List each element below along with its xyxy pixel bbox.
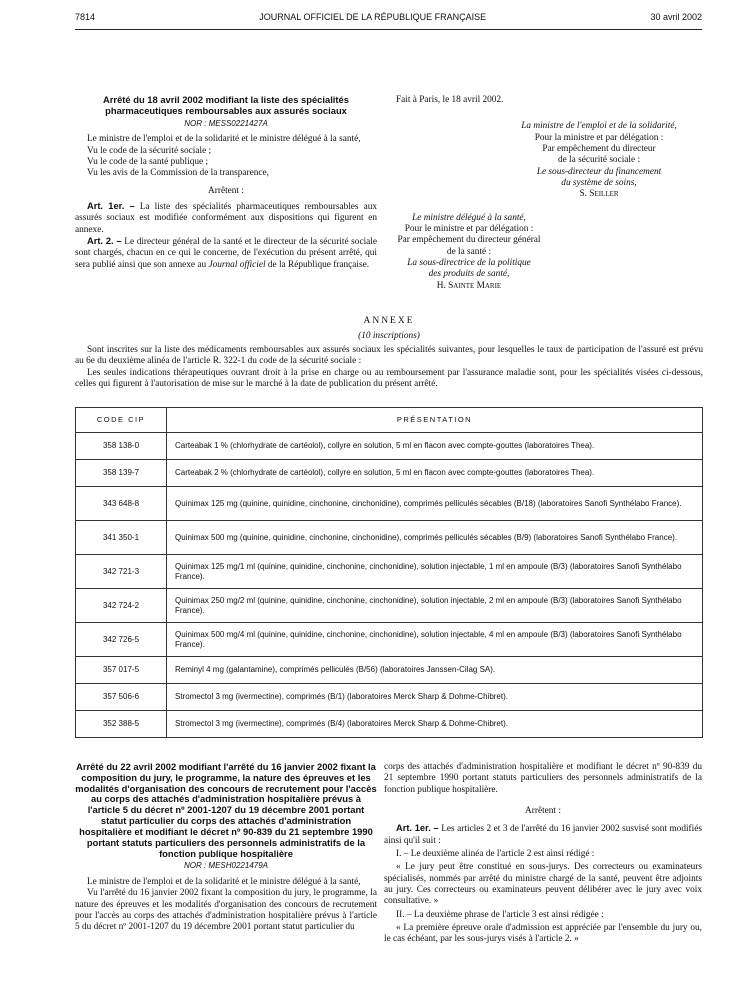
signatory-2: H. Sainte Marie — [436, 280, 502, 291]
arrete2-art1-label: Art. 1er. – — [396, 823, 439, 834]
header-presentation: PRÉSENTATION — [167, 408, 703, 433]
table-row: 343 648-8 Quinimax 125 mg (quinine, quinidine, cinchonine, cinchonidine), comprimés pelliculés sécables (B/18) (laboratoires Sanofi Synthélabo France). — [76, 487, 703, 521]
signatory-1: S. Seiller — [579, 189, 619, 200]
arrete2-point-ii-quote: « La première épreuve orale d'admission est appréciée par l'ensemble du jury ou, le cas échéant, par les sous-jurys visés à l'article 2. » — [384, 922, 702, 945]
signature-block-2: Le ministre délégué à la santé, Pour le ministre et par délégation : Par empêchement du directeur général de la santé : La sous-directrice de la politique des produits de santé, H. Sainte Marie — [397, 212, 541, 291]
arrete1-vu3: Vu les avis de la Commission de la transparence, — [87, 168, 269, 179]
arrete1-vu1: Vu le code de la sécurité sociale ; — [87, 145, 212, 156]
arrete1-left-column — [75, 95, 377, 271]
page-header — [75, 12, 702, 23]
journal-title: JOURNAL OFFICIEL DE LA RÉPUBLIQUE FRANÇAISE — [259, 12, 487, 22]
arrete1-nor: NOR : MESS0221427A — [184, 118, 268, 128]
arrete2-point-i-quote: « Le jury peut être constitué en sous-jurys. Des correcteurs ou examinateurs spécialisés, nommés par arrêté du ministre chargé de la santé, peuvent être adjoints au jury. Ces correcteurs ou examinateurs peuvent délibérer avec le jury avec voix consultative. » — [384, 862, 702, 907]
arrete2-vu: Vu l'arrêté du 16 janvier 2002 fixant la composition du jury, le programme, la nature des épreuves et les modalités d'organisation des concours de recrutement pour l'accès au corps des attachés d'administration hospitalière prévus à l'article 5 du décret nº 2001-1207 du 19 décembre 2001 portant statut particulier du — [75, 888, 377, 933]
arrete1-vu2: Vu le code de la santé publique ; — [87, 157, 209, 168]
art1-label: Art. 1er. – — [87, 201, 135, 212]
arrete1-arretent: Arrêtent : — [208, 185, 244, 196]
table-row: 341 350-1 Quinimax 500 mg (quinine, quinidine, cinchonine, cinchonidine), comprimés pelliculés sécables (B/9) (laboratoires Sanofi Synthélabo France). — [76, 521, 703, 555]
annexe-section — [75, 316, 703, 390]
table-row: 342 724-2 Quinimax 250 mg/2 ml (quinine, quinidine, cinchonine, cinchonidine), solution injectable, 2 ml en ampoule (B/3) (laboratoires Sanofi Synthélabo France). — [76, 589, 703, 623]
header-date: 30 avril 2002 — [650, 12, 702, 22]
table-row: 357 017-5 Reminyl 4 mg (galantamine), comprimés pelliculés (B/56) (laboratoires Janssen-Cilag SA). — [76, 657, 703, 684]
arrete2-title: Arrêté du 22 avril 2002 modifiant l'arrêté du 16 janvier 2002 fixant la composition du jury, le programme, la nature des épreuves et les modalités d'organisation des concours de recrutement pour l'accès au corps des attachés d'administration hospitalière prévus à l'article 5 du décret nº 2001-1207 du 19 décembre 2001 portant statut particulier du corps des attachés d'administration hospitalière et modifiant le décret nº 90-839 du 21 septembre 1990 portant statuts particuliers des personnels administratifs de la fonction publique hospitalière — [75, 761, 377, 859]
arrete2-right-column — [384, 762, 702, 946]
table-row: 357 506-6 Stromectol 3 mg (ivermectine), comprimés (B/1) (laboratoires Merck Sharp & Dohme-Chibret). — [76, 684, 703, 711]
arrete1-article1: Art. 1er. – La liste des spécialités pharmaceutiques remboursables aux assurés sociaux est modifiée conformément aux dispositions qui figurent en annexe. — [75, 201, 377, 235]
annexe-title: ANNEXE — [363, 316, 415, 326]
arrete2-intro: Le ministre de l'emploi et de la solidarité et le ministre délégué à la santé, — [87, 877, 361, 888]
table-row: 358 139-7 Carteabak 2 % (chlorhydrate de cartéolol), collyre en solution, 5 ml en flacon avec compte-gouttes (laboratoires Thea). — [76, 460, 703, 487]
signature-block-1: La ministre de l'emploi et de la solidarité, Pour la ministre et par délégation : Par empêchement du directeur de la sécurité sociale : Le sous-directeur du financement du système de soins, S. Seiller — [496, 121, 702, 200]
art2-label: Art. 2. – — [87, 236, 122, 246]
arrete1-right-column — [396, 95, 702, 292]
arrete2-point-ii: II. – La deuxième phrase de l'article 3 est ainsi rédigée : — [396, 909, 604, 920]
annexe-count: (10 inscriptions) — [358, 330, 420, 341]
annexe-para2: Les seules indications thérapeutiques ouvrant droit à la prise en charge ou au remboursement par l'assurance maladie sont, pour les spécialités visées ci-dessous, celles qui figurent à l'autorisation de mise sur le marché à la date de publication du présent arrêté. — [75, 367, 703, 389]
header-rule — [75, 29, 702, 30]
annexe-table — [75, 407, 703, 738]
fait-a-paris: Fait à Paris, le 18 avril 2002. — [396, 95, 504, 105]
arrete2-nor: NOR : MESH0221479A — [183, 861, 269, 871]
arrete1-article2: Art. 2. – Le directeur général de la santé et le directeur de la sécurité sociale sont chargés, chacun en ce qui le concerne, de l'exécution du présent arrêté, qui sera publié ainsi que son annexe au Journal officiel de la République française. — [75, 236, 377, 270]
arrete1-title: Arrêté du 18 avril 2002 modifiant la liste des spécialités pharmaceutiques remboursables aux assurés sociaux — [103, 94, 349, 116]
table-row: 342 721-3 Quinimax 125 mg/1 ml (quinine, quinidine, cinchonine, cinchonidine), solution injectable, 1 ml en ampoule (B/3) (laboratoires Sanofi Synthélabo France). — [76, 555, 703, 589]
header-code-cip: CODE CIP — [76, 408, 167, 433]
annexe-para1: Sont inscrites sur la liste des médicaments remboursables aux assurés sociaux les spécialités suivantes, pour lesquelles le taux de participation de l'assuré est prévu au 6e du deuxième alinéa de l'article R. 322-1 du code de la sécurité sociale : — [75, 344, 703, 367]
arrete2-article1: Art. 1er. – Les articles 2 et 3 de l'arrêté du 16 janvier 2002 susvisé sont modifiés ainsi qu'il suit : — [384, 823, 702, 846]
table-header-row — [76, 408, 703, 433]
arrete1-intro: Le ministre de l'emploi et de la solidarité et le ministre délégué à la santé, — [87, 134, 361, 145]
arrete2-vu-continued: corps des attachés d'administration hospitalière et modifiant le décret nº 90-839 du 21 septembre 1990 portant statuts particuliers des personnels administratifs de la fonction publique hospitalière. — [384, 762, 702, 795]
arrete2-arretent: Arrêtent : — [525, 805, 561, 816]
table-row: 342 726-5 Quinimax 500 mg/4 ml (quinine, quinidine, cinchonine, cinchonidine), solution injectable, 4 ml en ampoule (B/3) (laboratoires Sanofi Synthélabo France). — [76, 623, 703, 657]
arrete2-left-column — [75, 762, 377, 934]
table-row: 352 388-5 Stromectol 3 mg (ivermectine), comprimés (B/4) (laboratoires Merck Sharp & Dohme-Chibret). — [76, 711, 703, 738]
table-row: 358 138-0 Carteabak 1 % (chlorhydrate de cartéolol), collyre en solution, 5 ml en flacon avec compte-gouttes (laboratoires Thea). — [76, 433, 703, 460]
arrete2-point-i: I. – Le deuxième alinéa de l'article 2 est ainsi rédigé : — [396, 848, 595, 859]
page-number: 7814 — [75, 12, 96, 22]
